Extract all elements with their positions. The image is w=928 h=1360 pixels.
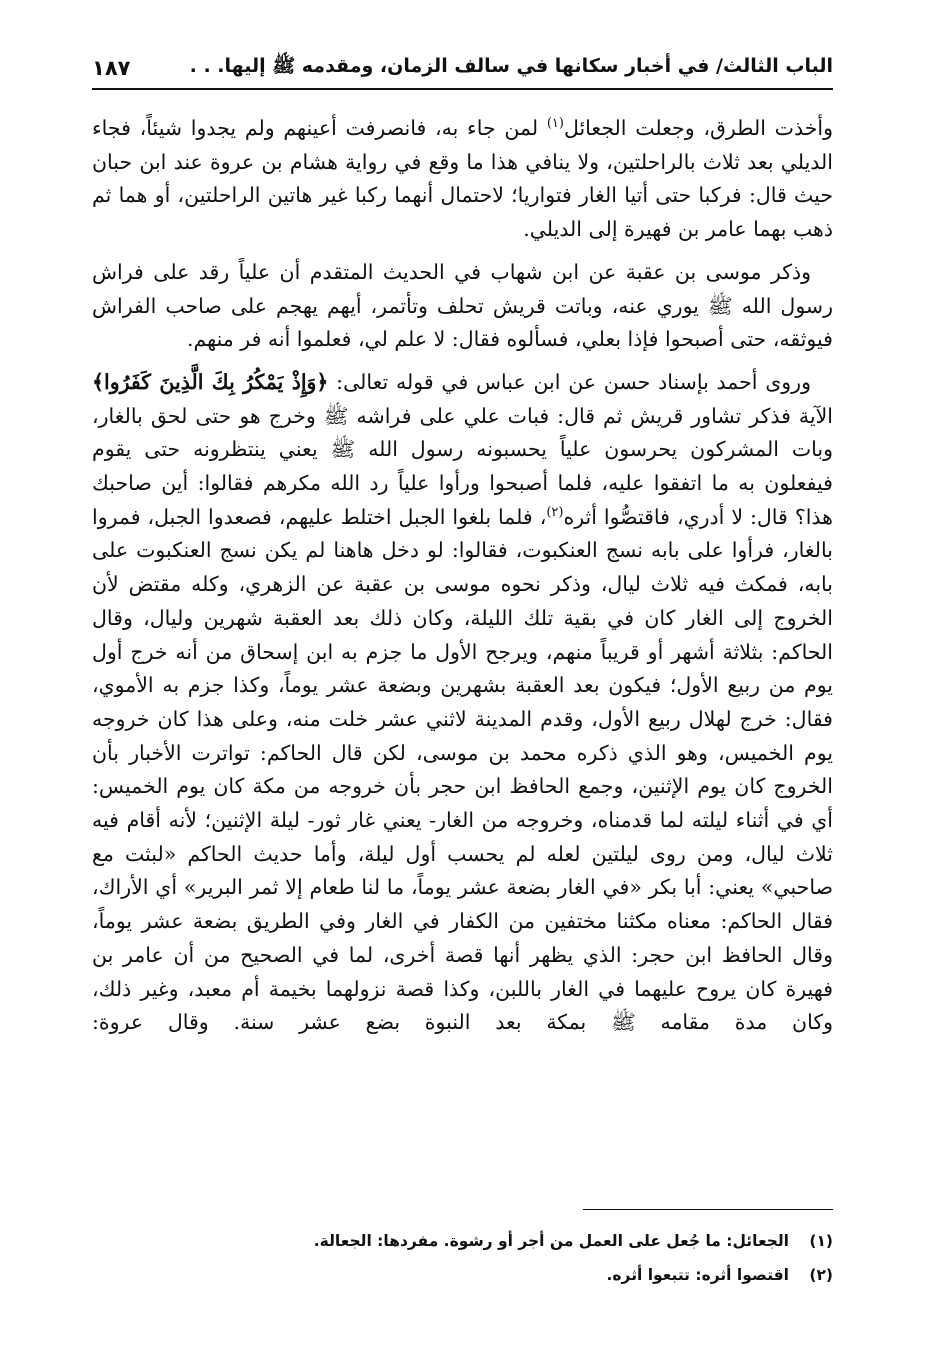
running-header [92, 48, 833, 90]
footnote-divider [583, 1209, 833, 1210]
paragraph-3-text-c: ، فلما بلغوا الجبل اختلط عليهم، فصعدوا الجبل، فمروا بالغار، فرأوا على بابه نسج العنكبوت، فقالوا: لو دخل هاهنا لم يكن نسج العنكبوت على بابه، فمكث فيه ثلاث ليال، وذكر نحوه موسى بن عقبة عن الزهري، وكله مقتض لأن الخروج إلى الغار كان في بقية تلك الليلة، وكان ذلك بعد العقبة شهرين وليال، وقال الحاكم: بثلاثة أشهر أو قريباً منهم، ويرجح الأول ما جزم به ابن إسحاق من أنه خرج أول يوم من ربيع الأول؛ فيكون بعد العقبة بشهرين وبضعة عشر يوماً، وكذا جزم به الأموي، فقال: خرج لهلال ربيع الأول، وقدم المدينة لاثني عشر خلت منه، وعلى هذا كان خروجه يوم الخميس، وهو الذي ذكره محمد بن موسى، لكن قال الحاكم: تواترت الأخبار بأن الخروج كان يوم الإثنين، وجمع الحافظ ابن حجر بأن خروجه من مكة كان يوم الخميس: أي في أثناء ليلته لما قدمناه، وخروجه من الغار- يعني غار ثور- ليلة الإثنين؛ لأنه أقام فيه ثلاث ليال، ومن روى ليلتين لعله لم يحسب أول ليلة، وأما حديث الحاكم «لبثت مع صاحبي» يعني: أبا بكر «في الغار بضعة عشر يوماً، ما لنا طعام إلا ثمر البرير» أي الأراك، فقال الحاكم: معناه مكثنا مختفين من الكفار في الغار وفي الطريق بضعة عشر يوماً، وقال الحافظ ابن حجر: الذي يظهر أنها قصة أخرى، لما في الصحيح من أن عامر بن فهيرة كان يروح عليهما في الغار باللبن، وكذا قصة نزولهما بخيمة أم معبد، وغير ذلك، وكان مدة مقامه ﷺ بمكة بعد النبوة بضع عشر سنة. وقال عروة: [92, 504, 833, 1035]
footnote-number: (٢) [809, 1266, 833, 1284]
footnote-text: الجعائل: ما جُعل على العمل من أجر أو رشوة. مفردها: الجعالة. [313, 1232, 789, 1250]
footnote-1 [92, 1224, 833, 1258]
chapter-title: الباب الثالث/ في أخبار سكانها في سالف الزمان، ومقدمه ﷺ إليها. . . [189, 55, 833, 77]
footnote-number: (١) [809, 1232, 833, 1250]
paragraph-1-text-b: لمن جاء به، فانصرفت أعينهم ولم يجدوا شيئاً، فجاء الديلي بعد ثلاث بالراحلتين، ولا ينافي هذا ما وقع في رواية هشام بن عروة عند ابن حبان حيث قال: فركبا حتى أتيا الغار فتواريا؛ لاحتمال أنهما ركبا غير هاتين الراحلتين، أو هما ثم ذهب بهما عامر بن فهيرة إلى الديلي. [92, 116, 833, 242]
footnotes [92, 1224, 833, 1292]
paragraph-3-text-a: وروى أحمد بإسناد حسن عن ابن عباس في قوله تعالى: [328, 369, 811, 394]
paragraph-2: وذكر موسى بن عقبة عن ابن شهاب في الحديث المتقدم أن علياً رقد على فراش رسول الله ﷺ يوري عنه، وباتت قريش تحلف وتأتمر، أيهم يهجم على صاحب الفراش فيوثقه، حتى أصبحوا فإذا بعلي، فسألوه فقال: لا علم لي، فعلموا أنه فر منهم. [92, 259, 833, 352]
paragraph-1 [92, 112, 833, 247]
footnote-text: اقتصوا أثره: تتبعوا أثره. [606, 1266, 789, 1284]
paragraph-1-text-a: وأخذت الطرق، وجعلت الجعائل [563, 116, 834, 140]
page-number: ١٨٧ [92, 56, 131, 80]
main-text [92, 112, 833, 1049]
footnote-ref-2: (٢) [546, 504, 564, 520]
paragraph-3-text-b: الآية فذكر تشاور قريش ثم قال: فبات علي على فراشه ﷺ وخرج هو حتى لحق بالغار، وبات المشركون يحرسون علياً يحسبونه رسول الله ﷺ يعني ينتظرونه حتى يقوم فيفعلون به ما اتفقوا عليه، فلما أصبحوا ورأوا علياً رد الله مكرهم فقالوا: أين صاحبك هذا؟ قال: لا أدري، فاقتصُّوا أثره [92, 403, 833, 529]
quran-verse: ﴿وَإِذْ يَمْكُرُ بِكَ الَّذِينَ كَفَرُوا﴾ [92, 369, 329, 394]
footnote-ref-1: (١) [546, 116, 564, 132]
paragraph-3 [92, 366, 833, 1040]
footnote-2 [92, 1258, 833, 1292]
